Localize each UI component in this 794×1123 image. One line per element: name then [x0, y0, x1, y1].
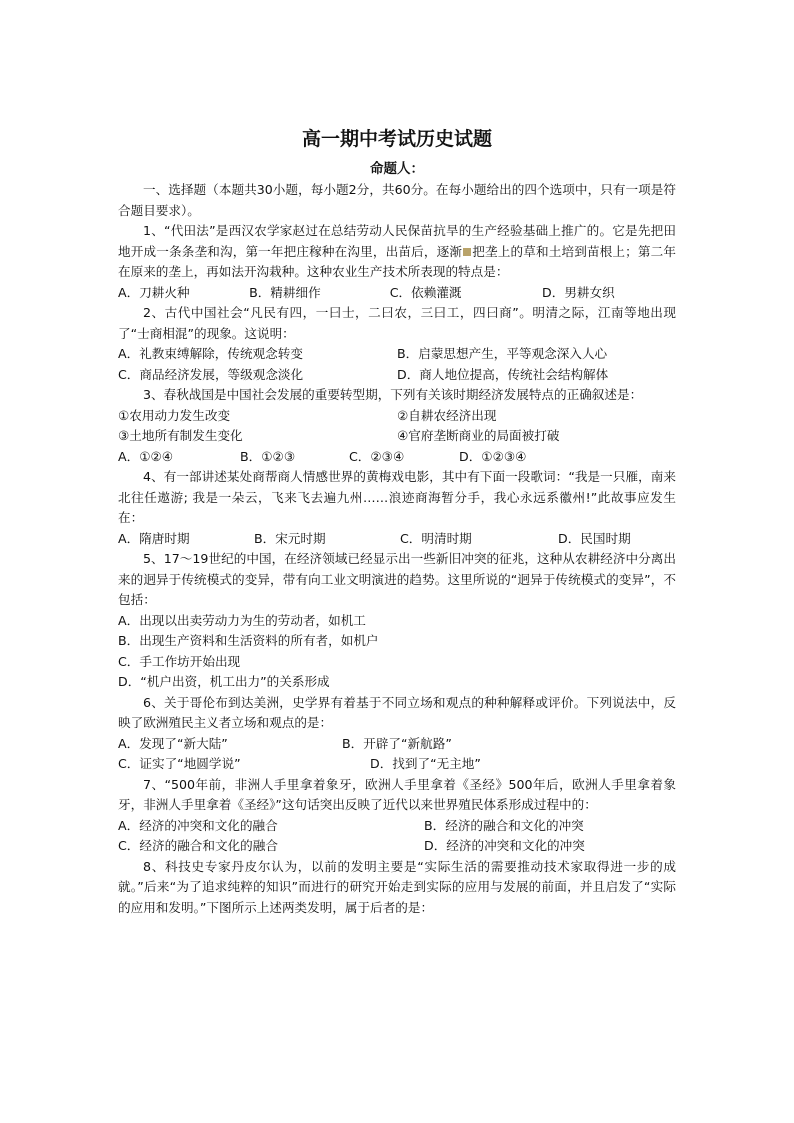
- question-4-option-c[interactable]: C．明清时期: [400, 530, 472, 546]
- question-1-option-c[interactable]: C．依赖灌溉: [389, 284, 462, 300]
- question-5-option-a[interactable]: A．出现以出卖劳动力为生的劳动者，如机工: [118, 612, 366, 628]
- question-4-option-d[interactable]: D．民国时期: [558, 530, 631, 546]
- question-6-option-d[interactable]: D．找到了“无主地”: [370, 756, 481, 771]
- section-intro: 一、选择题（本题共30小题，每小题2分，共60分。在每小题给出的四个选项中，只有一项是符合题目要求）。: [118, 182, 676, 218]
- question-7-option-a[interactable]: A．经济的冲突和文化的融合: [118, 817, 278, 833]
- question-6-stem: 6、关于哥伦布到达美洲，史学界有着基于不同立场和观点的种种解释或评价。下列说法中，反映了欧洲殖民主义者立场和观点的是：: [118, 694, 676, 730]
- question-3-item-1: ①农用动力发生改变: [118, 407, 231, 423]
- question-3-items-row-2: [118, 426, 676, 447]
- question-6-options-row-2: [118, 754, 676, 775]
- question-2-options-row-2: [118, 365, 676, 386]
- question-3-option-d[interactable]: D．①②③④: [459, 448, 527, 464]
- question-7-option-d[interactable]: D．经济的冲突和文化的冲突: [424, 838, 585, 853]
- question-7-options-row-2: [118, 836, 676, 857]
- question-4-options: [118, 529, 676, 550]
- question-7-option-c[interactable]: C．经济的融合和文化的融合: [118, 838, 278, 853]
- question-3-options: [118, 447, 676, 468]
- question-3-item-4: ④官府垄断商业的局面被打破: [397, 428, 560, 443]
- question-1-option-b[interactable]: B．精耕细作: [249, 284, 321, 300]
- question-1-option-d[interactable]: D．男耕女织: [542, 284, 615, 300]
- question-1-stem: [118, 221, 676, 283]
- question-3-items-row-1: [118, 406, 676, 427]
- question-5-stem: 5、17～19世纪的中国，在经济领域已经显示出一些新旧冲突的征兆，这种从农耕经济中分离出来的迥异于传统模式的变异，带有向工业文明演进的趋势。这里所说的“迥异于传统模式的变异”，不包括：: [118, 551, 676, 607]
- question-5-option-b[interactable]: B．出现生产资料和生活资料的所有者，如机户: [118, 633, 379, 648]
- question-3-item-3: ③土地所有制发生变化: [118, 428, 243, 443]
- question-6-option-c[interactable]: C．证实了“地圆学说”: [118, 756, 241, 771]
- question-3-stem: 3、春秋战国是中国社会发展的重要转型期，下列有关该时期经济发展特点的正确叙述是：: [143, 387, 643, 402]
- question-6-options-row-1: [118, 734, 676, 755]
- question-7-option-b[interactable]: B．经济的融合和文化的冲突: [424, 817, 584, 833]
- question-7-options-row-1: [118, 816, 676, 837]
- question-2-options-row-1: [118, 344, 676, 365]
- question-2-option-b[interactable]: B．启蒙思想产生，平等观念深入人心: [397, 346, 608, 361]
- question-3-item-2: ②自耕农经济出现: [397, 407, 497, 423]
- question-3-option-a[interactable]: A．①②④: [118, 448, 174, 464]
- exam-author: 命题人：: [370, 161, 424, 177]
- question-2-option-d[interactable]: D．商人地位提高，传统社会结构解体: [397, 366, 609, 382]
- question-3-option-b[interactable]: B．①②③: [240, 448, 296, 464]
- question-2-option-c[interactable]: C．商品经济发展，等级观念淡化: [118, 366, 304, 382]
- question-1-stem-a: 1、“代田法”是西汉农学家赵过在总结劳动人民保苗抗旱的生产经验基础上推广的。它是先把田地开成一条条垄和沟，第一年把庄稼种在沟里，出苗后，逐渐: [118, 223, 676, 259]
- question-3-option-c[interactable]: C．②③④: [349, 448, 405, 464]
- question-2-stem: 2、古代中国社会“凡民有四，一曰士，二曰农，三曰工，四曰商”。明清之际，江南等地出现了“士商相混”的现象。这说明：: [118, 305, 676, 341]
- question-7-stem: 7、“500年前，非洲人手里拿着象牙，欧洲人手里拿着《圣经》500年后，欧洲人手里拿着象牙，非洲人手里拿着《圣经》”这句话突出反映了近代以来世界殖民体系形成过程中的：: [118, 776, 676, 812]
- question-2-option-a[interactable]: A．礼教束缚解除，传统观念转变: [118, 346, 303, 361]
- question-4-stem: 4、有一部讲述某处商帮商人情感世界的黄梅戏电影，其中有下面一段歌词：“我是一只雁，南来北往任遨游; 我是一朵云，飞来飞去遍九州……浪迹商海暂分手，我心永远系徽州!”此故事应发生在：: [118, 469, 676, 525]
- question-1-stem-b: 把垄上的草和土培到苗根上；第二年在原来的垄上，再如法开沟栽种。这种农业生产技术所表现的特点是：: [118, 243, 677, 279]
- question-6-option-b[interactable]: B．开辟了“新航路”: [342, 735, 452, 751]
- exam-title: 高一期中考试历史试题: [301, 128, 492, 150]
- question-4-option-b[interactable]: B．宋元时期: [254, 530, 326, 546]
- question-1-options: [118, 283, 676, 304]
- question-5-option-d[interactable]: D．“机户出资，机工出力”的关系形成: [118, 674, 330, 689]
- question-6-option-a[interactable]: A．发现了“新大陆”: [118, 735, 228, 751]
- question-8-stem: 8、科技史专家丹皮尔认为，以前的发明主要是“实际生活的需要推动技术家取得进一步的成就。”后来“为了追求纯粹的知识”而进行的研究开始走到实际的应用与发展的前面，并且启发了“实际的应用和发明。”下图所示上述两类发明，属于后者的是：: [118, 858, 676, 915]
- exam-body: [118, 180, 676, 918]
- question-1-option-a[interactable]: A．刀耕火种: [118, 284, 190, 300]
- question-5-option-c[interactable]: C．手工作坊开始出现: [118, 653, 241, 669]
- question-4-option-a[interactable]: A．隋唐时期: [118, 530, 190, 546]
- scan-artifact-mark: [463, 248, 471, 256]
